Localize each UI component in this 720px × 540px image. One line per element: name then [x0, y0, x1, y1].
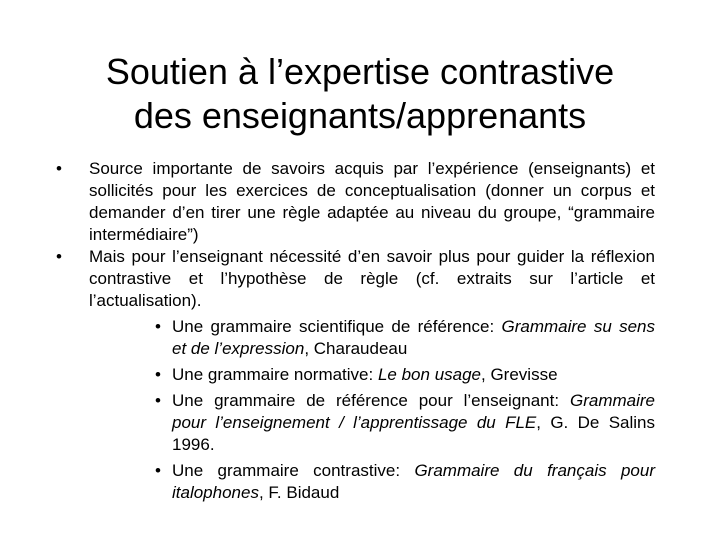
sub-bullet-item	[153, 364, 655, 386]
sub-bullet-item	[153, 390, 655, 456]
sub-bullet-item	[153, 316, 655, 360]
bullet-list	[55, 158, 655, 504]
bullet-icon: •	[56, 247, 62, 266]
title-line-1: Soutien à l’expertise contrastive	[105, 51, 615, 92]
bullet-icon: •	[155, 317, 161, 336]
sub-bullet-suffix: , Charaudeau	[304, 339, 408, 358]
bullet-item	[55, 246, 655, 312]
sub-bullet-item	[153, 460, 655, 504]
bullet-icon: •	[155, 461, 161, 480]
title-line-2: des enseignants/apprenants	[133, 95, 587, 136]
sub-bullet-prefix: Une grammaire contrastive:	[172, 461, 415, 480]
bullet-text: Source importante de savoirs acquis par l’expérience (enseignants) et sollicités pour les exercices de conceptualisation (donner un corpus et demander d’en tirer une règle adaptée au niveau du groupe, “grammaire intermédiaire”)	[89, 159, 655, 244]
sub-bullet-prefix: Une grammaire de référence pour l’enseignant:	[172, 391, 570, 410]
book-title: Le bon usage	[377, 365, 482, 384]
sub-bullet-suffix: , G. De Salins 1996.	[172, 413, 656, 454]
book-title: Grammaire su sens et de l’expression	[172, 317, 655, 358]
bullet-icon: •	[155, 365, 161, 384]
bullet-icon: •	[155, 391, 161, 410]
book-title: Grammaire pour l’enseignement / l’apprentissage du FLE	[172, 391, 655, 432]
bullet-text: Mais pour l’enseignant nécessité d’en savoir plus pour guider la réflexion contrastive et l’hypothèse de règle (cf. extraits sur l’article et l’actualisation).	[89, 247, 655, 310]
sub-bullet-suffix: , F. Bidaud	[258, 483, 340, 502]
bullet-icon: •	[56, 159, 62, 178]
book-title: Grammaire du français pour italophones	[172, 461, 655, 502]
sub-bullet-prefix: Une grammaire scientifique de référence:	[172, 317, 502, 336]
sub-bullet-prefix: Une grammaire normative:	[172, 365, 378, 384]
sub-bullet-suffix: , Grevisse	[481, 365, 558, 384]
slide-title	[40, 50, 680, 138]
bullet-item	[55, 158, 655, 246]
